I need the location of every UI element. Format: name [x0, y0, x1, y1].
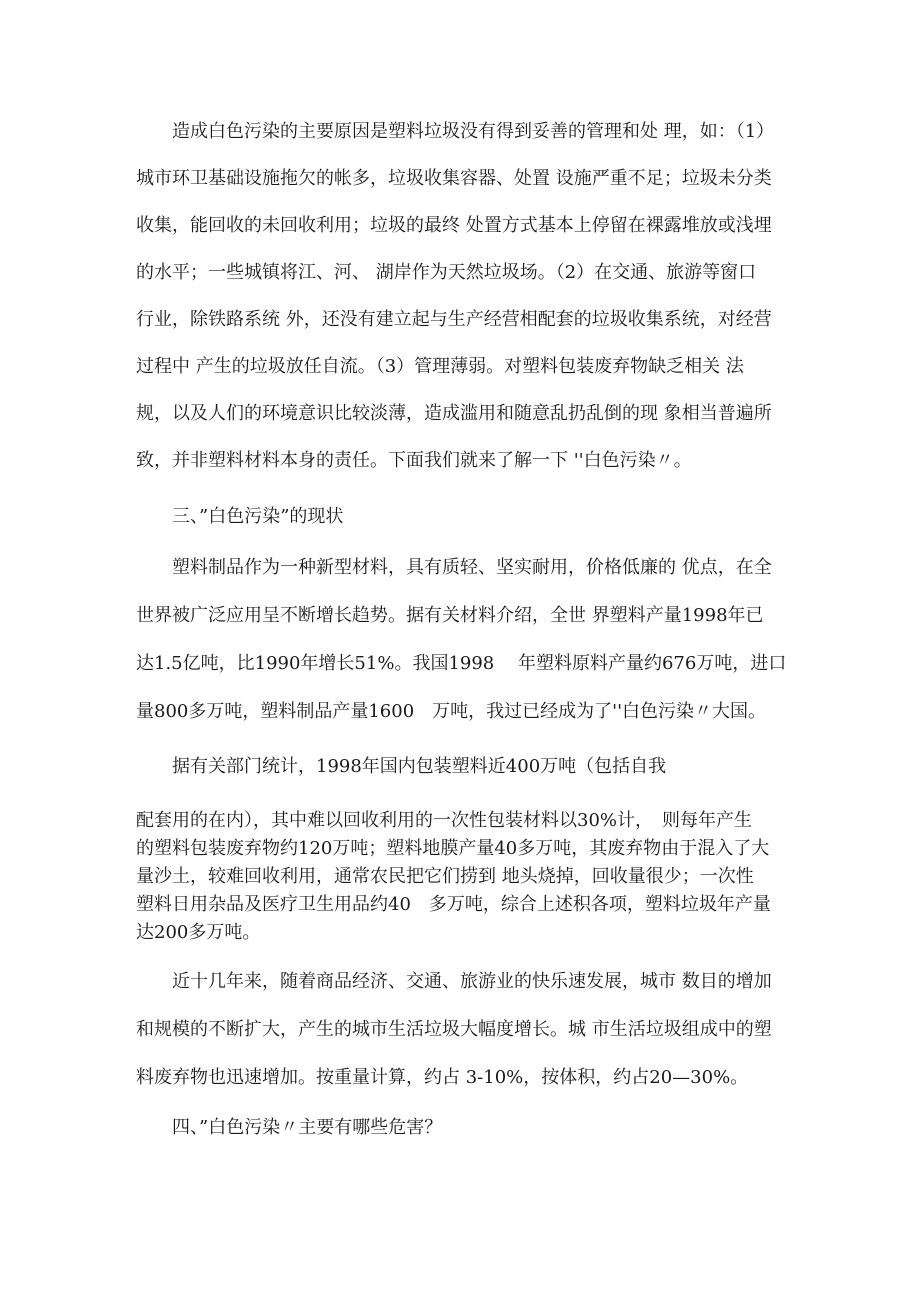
text-line: 料废弃物也迅速增加。按重量计算，约占 3-10%，按体积，约占20—30%。	[136, 1067, 749, 1088]
text-line: 城市环卫基础设施拖欠的帐多，垃圾收集容器、处置 设施严重不足；垃圾未分类	[136, 168, 772, 189]
text-line: 行业，除铁路系统 外，还没有建立起与生产经营相配套的垃圾收集系统，对经营	[136, 309, 772, 330]
text-line: 塑料制品作为一种新型材料，具有质轻、坚实耐用，价格低廉的 优点，在全	[172, 557, 772, 578]
text-line: 和规模的不断扩大，产生的城市生活垃圾大幅度增长。城 市生活垃圾组成中的塑	[136, 1019, 772, 1040]
text-line: 的水平；一些城镇将江、河、 湖岸作为天然垃圾场。（2）在交通、旅游等窗口	[136, 262, 757, 283]
text-line: 达200多万吨。	[136, 922, 261, 943]
text-line: 造成白色污染的主要原因是塑料垃圾没有得到妥善的管理和处 理，如：（1）	[172, 121, 775, 142]
text-line: 配套用的在内），其中难以回收利用的一次性包装材料以30%计， 则每年产生	[136, 810, 753, 831]
section-heading: 四、”白色污染〃主要有哪些危害？	[172, 1117, 443, 1138]
text-line: 的塑料包装废弃物约120万吨；塑料地膜产量40多万吨，其废弃物由于混入了大	[136, 838, 770, 859]
section-heading: 三、”白色污染”的现状	[172, 506, 344, 527]
text-line: 近十几年来，随着商品经济、交通、旅游业的快乐速发展，城市 数目的增加	[172, 971, 772, 992]
text-line: 致，并非塑料材料本身的责任。下面我们就来了解一下 ''白色污染〃。	[136, 450, 692, 471]
text-line: 世界被广泛应用呈不断增长趋势。据有关材料介绍，全世 界塑料产量1998年已	[136, 605, 764, 626]
text-line: 达1.5亿吨，比1990年增长51%。我国1998 年塑料原料产量约676万吨，进口	[136, 653, 787, 674]
text-line: 规，以及人们的环境意识比较淡薄，造成滥用和随意乱扔乱倒的现 象相当普遍所	[136, 403, 772, 424]
text-line: 据有关部门统计，1998年国内包装塑料近400万吨（包括自我	[172, 756, 667, 777]
text-line: 量800多万吨，塑料制品产量1600 万吨，我过已经成为了''白色污染〃大国。	[136, 701, 767, 722]
text-line: 塑料日用杂品及医疗卫生用品约40 多万吨，综合上述积各项，塑料垃圾年产量	[136, 894, 771, 915]
text-line: 收集，能回收的未回收利用；垃圾的最终 处置方式基本上停留在裸露堆放或浅埋	[136, 215, 772, 236]
text-line: 过程中 产生的垃圾放任自流。（3）管理薄弱。对塑料包装废弃物缺乏相关 法	[136, 356, 744, 377]
text-line: 量沙土，较难回收利用，通常农民把它们捞到 地头烧掉，回收量很少；一次性	[136, 866, 754, 887]
